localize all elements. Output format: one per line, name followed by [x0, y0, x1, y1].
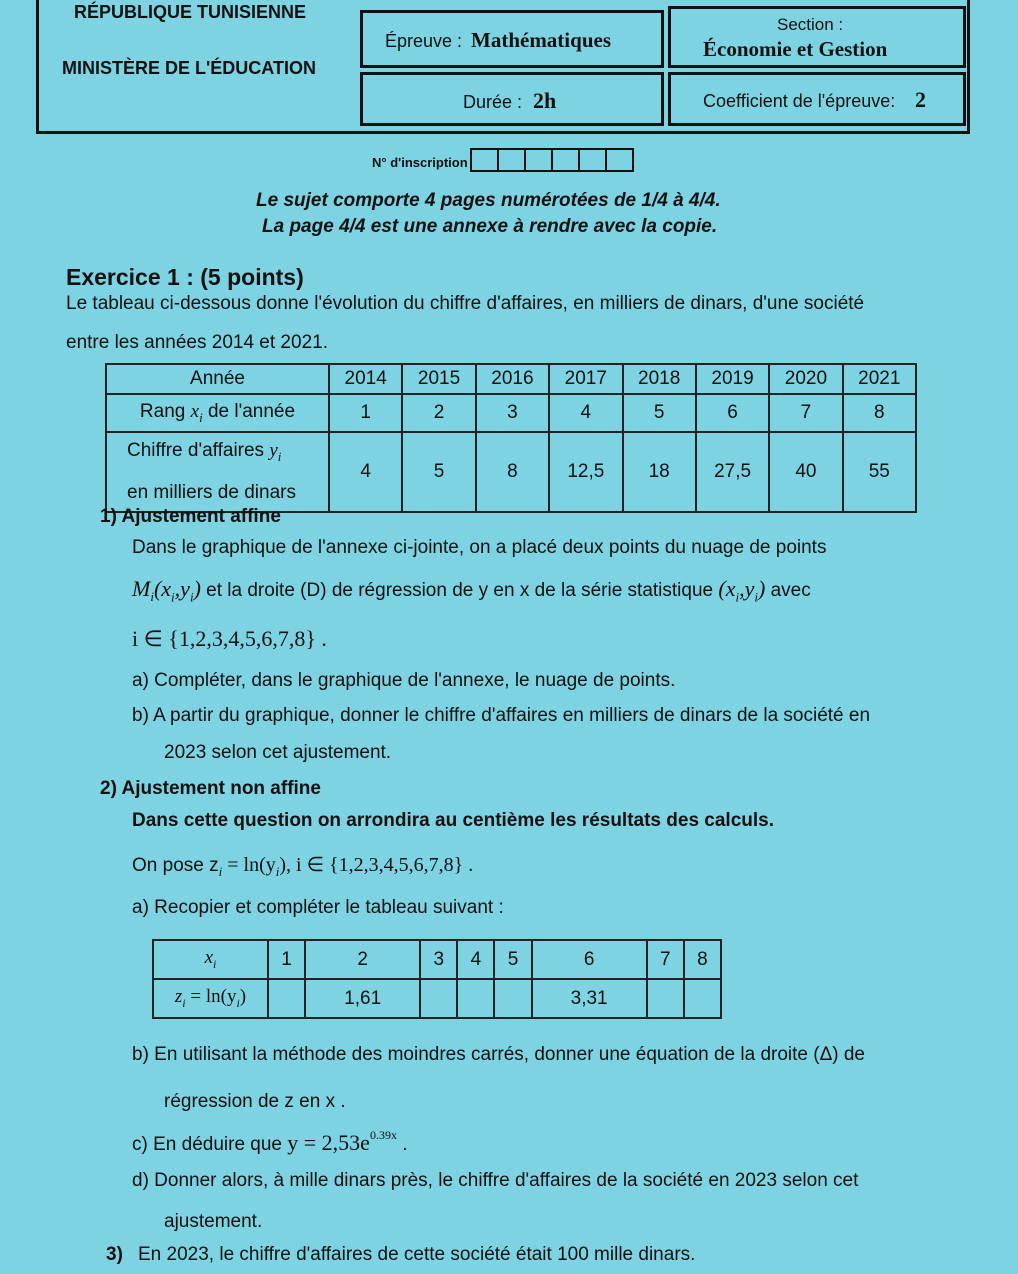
exercise-text-2: entre les années 2014 et 2021.: [66, 332, 328, 353]
c-text: c) En déduire que: [132, 1134, 288, 1155]
table-cell-year: 2018: [623, 364, 696, 394]
part3-num: 3): [106, 1244, 123, 1265]
intro-line-2: La page 4/4 est une annexe à rendre avec la copie.: [262, 216, 718, 237]
table-cell-value: 55: [843, 432, 916, 512]
z-var: z: [174, 986, 183, 1008]
part3-text: En 2023, le chiffre d'affaires de cette société était 100 mille dinars.: [138, 1244, 696, 1265]
ministry-label: MINISTÈRE DE L'ÉDUCATION: [62, 58, 316, 78]
part2-pose: On pose $z_i = \ln(y_i)$, i ∈ {1,2,3,4,5,6,7,8} .: [132, 854, 474, 879]
duree-value: 2h: [533, 88, 557, 113]
z-formula: = ln(y: [185, 986, 237, 1008]
part1-text-2-end: avec: [770, 580, 811, 601]
table-cell-rank: 6: [696, 394, 769, 432]
ln-table-cell-z: [268, 979, 305, 1018]
table-cell-rank: 4: [549, 394, 622, 432]
part2-d-1: d) Donner alors, à mille dinars près, le chiffre d'affaires de la société en 2023 selon cet: [132, 1170, 859, 1191]
ln-table-cell-z: 3,31: [532, 979, 647, 1018]
ln-table-cell-x: 4: [457, 940, 494, 979]
table-cell-value: 5: [402, 432, 475, 512]
data-table: [105, 363, 917, 513]
section-label: Section :: [777, 15, 844, 34]
table-header-annee: Année: [106, 364, 329, 394]
section-box: [668, 6, 966, 68]
z-formula-end: ): [239, 986, 247, 1008]
republic-label: RÉPUBLIQUE TUNISIENNE: [74, 2, 307, 22]
chiffre-label: Chiffre d'affaires: [127, 440, 270, 461]
duree-label: Durée :: [463, 92, 523, 112]
part1-text-2-body: et la droite (D) de régression de y en x de la série statistique: [200, 580, 714, 601]
ln-table: [152, 939, 722, 1019]
ln-table-cell-z: [457, 979, 494, 1018]
intro-line-1: Le sujet comporte 4 pages numérotées de 1/4 à 4/4.: [256, 190, 721, 211]
ln-table-cell-x: 8: [684, 940, 721, 979]
ln-table-cell-x: 2: [305, 940, 420, 979]
inscription-digit[interactable]: [497, 148, 526, 172]
c-formula: y = 2,53e: [287, 1130, 370, 1155]
epreuve-box: [360, 10, 664, 68]
ln-table-cell-z: [684, 979, 721, 1018]
inscription-boxes[interactable]: [470, 148, 632, 174]
chiffre-label-line2: en milliers de dinars: [127, 481, 296, 503]
table-cell-year: 2014: [329, 364, 402, 394]
table-cell-year: 2020: [769, 364, 842, 394]
ln-table-cell-x: 1: [268, 940, 305, 979]
table-cell-rank: 2: [402, 394, 475, 432]
inscription-digit[interactable]: [470, 148, 499, 172]
part2-c: [132, 1127, 408, 1156]
ln-table-cell-z: [494, 979, 531, 1018]
rang-label-end: de l'année: [202, 400, 296, 422]
part1-text-2: $M_i(x_i,y_i)$ et la droite (D) de régression de y en x de la série statistique $(x_i,y_i)$ avec: [132, 576, 811, 605]
inscription-digit[interactable]: [551, 148, 580, 172]
part1-text-1: Dans le graphique de l'annexe ci-jointe, on a placé deux points du nuage de points: [132, 537, 827, 558]
table-cell-value: 4: [329, 432, 402, 512]
ln-table-cell-x: 3: [420, 940, 457, 979]
ln-table-header-x: $x_i$: [153, 940, 268, 979]
ln-table-cell-z: 1,61: [305, 979, 420, 1018]
table-row-ranks: [106, 394, 916, 432]
table-cell-value: 18: [623, 432, 696, 512]
c-end: .: [396, 1134, 408, 1155]
ln-table-row-x: [153, 940, 721, 979]
part1-a: a) Compléter, dans le graphique de l'annexe, le nuage de points.: [132, 670, 676, 691]
ln-table-cell-z: [420, 979, 457, 1018]
part2-note: Dans cette question on arrondira au centième les résultats des calculs.: [132, 810, 775, 831]
table-cell-rank: 7: [769, 394, 842, 432]
ln-table-row-z: [153, 979, 721, 1018]
pose-text: On pose z: [132, 855, 219, 876]
part1-set: i ∈ {1,2,3,4,5,6,7,8} .: [132, 626, 327, 651]
part2-a: a) Recopier et compléter le tableau suivant :: [132, 897, 504, 918]
c-exponent: 0.39x: [369, 1127, 397, 1142]
table-cell-year: 2017: [549, 364, 622, 394]
table-header-rang: [106, 394, 329, 432]
part1-b-1: b) A partir du graphique, donner le chiffre d'affaires en milliers de dinars de la société en: [132, 705, 871, 726]
coef-label: Coefficient de l'épreuve:: [703, 91, 896, 111]
pose-set: ), i ∈ {1,2,3,4,5,6,7,8} .: [279, 854, 474, 876]
chiffre-sub: i: [277, 448, 282, 464]
exercise-title: Exercice 1 : (5 points): [66, 264, 304, 290]
coef-value: 2: [915, 87, 926, 112]
table-row-years: [106, 364, 916, 394]
rang-sub: i: [199, 409, 203, 425]
part2-title: 2) Ajustement non affine: [100, 778, 321, 799]
duree-box: [360, 72, 664, 126]
table-cell-rank: 3: [476, 394, 549, 432]
ln-table-cell-x: 5: [494, 940, 531, 979]
table-cell-rank: 8: [843, 394, 916, 432]
table-cell-value: 12,5: [549, 432, 622, 512]
exercise-text-1: Le tableau ci-dessous donne l'évolution du chiffre d'affaires, en milliers de dinars, d'une société: [66, 293, 865, 314]
table-cell-year: 2021: [843, 364, 916, 394]
table-cell-year: 2019: [696, 364, 769, 394]
table-cell-rank: 5: [623, 394, 696, 432]
inscription-label: N° d'inscription: [372, 155, 468, 170]
ln-table-header-z: $z_i = \ln(y_i)$: [153, 979, 268, 1018]
table-cell-rank: 1: [329, 394, 402, 432]
epreuve-label: Épreuve :: [385, 31, 463, 51]
table-cell-value: 40: [769, 432, 842, 512]
table-row-values: [106, 432, 916, 512]
table-header-chiffre: [106, 432, 329, 512]
x-var: x: [204, 947, 214, 969]
ln-table-cell-x: 6: [532, 940, 647, 979]
table-cell-year: 2015: [402, 364, 475, 394]
table-cell-value: 8: [476, 432, 549, 512]
rang-var: x: [190, 400, 200, 422]
ln-table-cell-z: [647, 979, 684, 1018]
coef-box: [668, 72, 966, 126]
section-value: Économie et Gestion: [703, 37, 888, 61]
part2-d-2: ajustement.: [164, 1211, 263, 1232]
ln-table-cell-x: 7: [647, 940, 684, 979]
rang-label: Rang: [139, 400, 191, 422]
table-cell-year: 2016: [476, 364, 549, 394]
table-cell-value: 27,5: [696, 432, 769, 512]
part1-title: 1) Ajustement affine: [100, 506, 281, 527]
point-m: M: [132, 576, 151, 601]
inscription-digit[interactable]: [605, 148, 634, 172]
inscription-digit[interactable]: [524, 148, 553, 172]
epreuve-value: Mathématiques: [471, 28, 611, 52]
part2-b-1: b) En utilisant la méthode des moindres carrés, donner une équation de la droite (Δ) de: [132, 1044, 866, 1065]
pose-formula: = ln(y: [222, 854, 276, 876]
inscription-digit[interactable]: [578, 148, 607, 172]
part2-b-2: régression de z en x .: [164, 1091, 346, 1112]
chiffre-var: y: [269, 440, 278, 461]
part1-b-2: 2023 selon cet ajustement.: [164, 742, 392, 763]
